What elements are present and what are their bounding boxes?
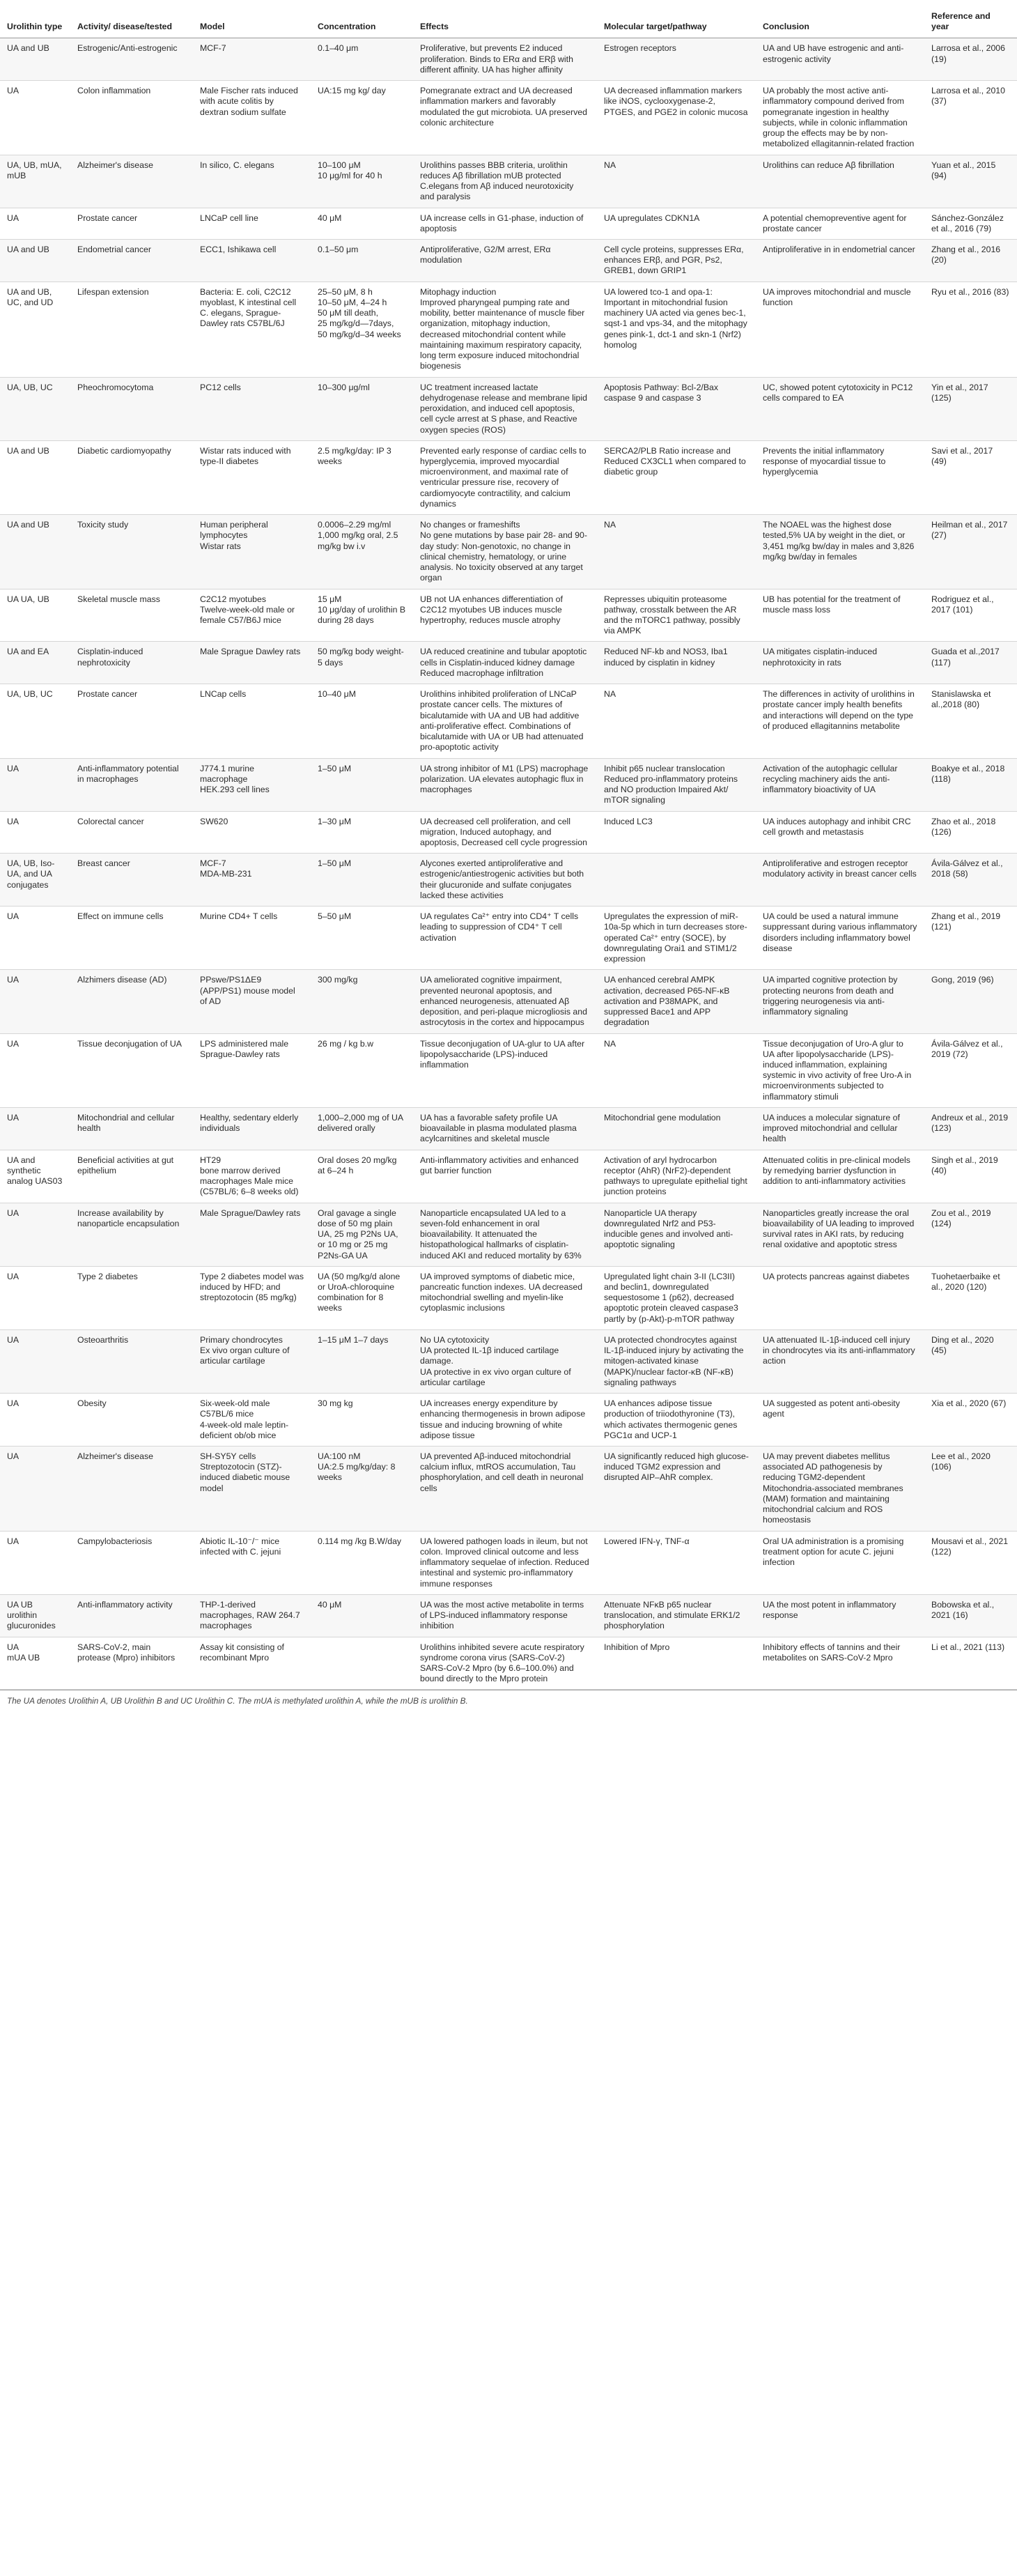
reference-cell: Larrosa et al., 2006 (19) (924, 38, 1017, 81)
concentration-cell: 15 μM 10 μg/day of urolithin B during 28 days (311, 589, 413, 642)
concentration-cell: Oral gavage a single dose of 50 mg plain UA, 25 mg P2Ns UA, or 10 mg or 25 mg P2Ns-GA UA (311, 1203, 413, 1266)
reference-cell: Savi et al., 2017 (49) (924, 440, 1017, 514)
model-cell: J774.1 murine macrophage HEK.293 cell lines (193, 758, 311, 811)
conclusion-cell: UA could be used a natural immune suppressant during various inflammatory disorders including inflammatory bowel disease (756, 907, 924, 970)
activity-cell: Lifespan extension (70, 281, 193, 377)
conclusion-cell: Antiproliferative and estrogen receptor modulatory activity in breast cancer cells (756, 854, 924, 907)
reference-cell: Lee et al., 2020 (106) (924, 1447, 1017, 1532)
table-row (0, 1107, 1017, 1150)
activity-cell: Skeletal muscle mass (70, 589, 193, 642)
table-row (0, 38, 1017, 81)
concentration-cell: UA:100 nM UA:2.5 mg/kg/day: 8 weeks (311, 1447, 413, 1532)
activity-cell: Colon inflammation (70, 81, 193, 155)
activity-cell: Cisplatin-induced nephrotoxicity (70, 642, 193, 684)
model-cell: HT29 bone marrow derived macrophages Male mice (C57BL/6; 6–8 weeks old) (193, 1150, 311, 1203)
table-row (0, 1394, 1017, 1447)
molecular-target-cell: UA lowered tco-1 and opa-1: Important in mitochondrial fusion machinery UA acted via genes bec-1, sqst-1 and vps-34, and the mitophagy genes pink-1, dct-1 and skn-1 (Nrf2) homolog (597, 281, 756, 377)
header-activity: Activity/ disease/tested (70, 7, 193, 38)
activity-cell: Effect on immune cells (70, 907, 193, 970)
molecular-target-cell: Inhibition of Mpro (597, 1637, 756, 1690)
effects-cell: Alycones exerted antiproliferative and estrogenic/antiestrogenic activities but both their glucuronide and sulfate conjugates lacked these activities (413, 854, 597, 907)
effects-cell: UA has a favorable safety profile UA bioavailable in plasma modulated plasma acylcarnitines and skeletal muscle (413, 1107, 597, 1150)
urolithin-type-cell: UA (0, 1033, 70, 1107)
molecular-target-cell (597, 854, 756, 907)
header-molecular-target: Molecular target/pathway (597, 7, 756, 38)
effects-cell: UA was the most active metabolite in terms of LPS-induced inflammatory response inhibition (413, 1594, 597, 1637)
reference-cell: Zou et al., 2019 (124) (924, 1203, 1017, 1266)
conclusion-cell: UA attenuated IL-1β-induced cell injury in chondrocytes via its anti-inflammatory action (756, 1329, 924, 1393)
concentration-cell: 40 μM (311, 208, 413, 239)
reference-cell: Larrosa et al., 2010 (37) (924, 81, 1017, 155)
concentration-cell: 1,000–2,000 mg of UA delivered orally (311, 1107, 413, 1150)
table-body (0, 38, 1017, 1690)
molecular-target-cell: Upregulates the expression of miR-10a-5p which in turn decreases store-operated Ca²⁺ entry (SOCE), by downregulating Orai1 and STIM1/2 expression (597, 907, 756, 970)
urolithin-type-cell: UA (0, 1107, 70, 1150)
table-row (0, 684, 1017, 758)
model-cell: THP-1-derived macrophages, RAW 264.7 macrophages (193, 1594, 311, 1637)
model-cell: Assay kit consisting of recombinant Mpro (193, 1637, 311, 1690)
table-row (0, 1266, 1017, 1329)
urolithin-type-cell: UA (0, 81, 70, 155)
conclusion-cell: Prevents the initial inflammatory response of myocardial tissue to hyperglycemia (756, 440, 924, 514)
effects-cell: UA improved symptoms of diabetic mice, pancreatic function indexes. UA decreased mitochondrial swelling and myelin-like cytoplasmic inclusions (413, 1266, 597, 1329)
activity-cell: Mitochondrial and cellular health (70, 1107, 193, 1150)
urolithin-type-cell: UA (0, 1531, 70, 1594)
table-row (0, 377, 1017, 440)
activity-cell: Prostate cancer (70, 208, 193, 239)
conclusion-cell: The NOAEL was the highest dose tested,5% UA by weight in the diet, or 3,451 mg/kg bw/day in males and 3,826 mg/kg bw/day in females (756, 515, 924, 589)
urolithin-type-cell: UA and UB (0, 440, 70, 514)
header-model: Model (193, 7, 311, 38)
model-cell: In silico, C. elegans (193, 155, 311, 208)
molecular-target-cell: Upregulated light chain 3-II (LC3II) and beclin1, downregulated sequestosome 1 (p62), decreased apoptotic protein cleaved caspase3 partly by (p-Akt)-p-mTOR pathway (597, 1266, 756, 1329)
activity-cell: Anti-inflammatory activity (70, 1594, 193, 1637)
model-cell: Type 2 diabetes model was induced by HFD; and streptozotocin (85 mg/kg) (193, 1266, 311, 1329)
conclusion-cell: Activation of the autophagic cellular recycling machinery aids the anti-inflammatory bioactivity of UA (756, 758, 924, 811)
reference-cell: Ding et al., 2020 (45) (924, 1329, 1017, 1393)
reference-cell: Li et al., 2021 (113) (924, 1637, 1017, 1690)
effects-cell: UA lowered pathogen loads in ileum, but not colon. Improved clinical outcome and less inflammatory sequelae of infection. Reduced intestinal and systemic pro-inflammatory immune responses (413, 1531, 597, 1594)
table-row (0, 1594, 1017, 1637)
reference-cell: Stanislawska et al.,2018 (80) (924, 684, 1017, 758)
activity-cell: Campylobacteriosis (70, 1531, 193, 1594)
table-row (0, 758, 1017, 811)
effects-cell: Urolithins inhibited proliferation of LNCaP prostate cancer cells. The mixtures of bicalutamide with UA and UB had additive anti-proliferative effect. Combinations of bicalutamide with UA or UB had attenuated pro-apoptotic activity (413, 684, 597, 758)
effects-cell: Urolithins passes BBB criteria, urolithin reduces Aβ fibrillation mUB protected C.elegans from Aβ induced neurotoxicity and paralysis (413, 155, 597, 208)
concentration-cell: 1–30 μM (311, 811, 413, 854)
urolithin-type-cell: UA and UB (0, 239, 70, 281)
activity-cell: Alzheimer's disease (70, 155, 193, 208)
molecular-target-cell: NA (597, 515, 756, 589)
model-cell: Primary chondrocytes Ex vivo organ culture of articular cartilage (193, 1329, 311, 1393)
concentration-cell: 40 μM (311, 1594, 413, 1637)
table-row (0, 208, 1017, 239)
concentration-cell: UA (50 mg/kg/d alone or UroA-chloroquine combination for 8 weeks (311, 1266, 413, 1329)
urolithin-type-cell: UA mUA UB (0, 1637, 70, 1690)
table-row (0, 281, 1017, 377)
concentration-cell: 10–100 μM 10 μg/ml for 40 h (311, 155, 413, 208)
concentration-cell: 2.5 mg/kg/day: IP 3 weeks (311, 440, 413, 514)
model-cell: LPS administered male Sprague-Dawley rats (193, 1033, 311, 1107)
conclusion-cell: UA imparted cognitive protection by protecting neurons from death and triggering neurogenesis via anti-inflammatory signaling (756, 970, 924, 1033)
reference-cell: Bobowska et al., 2021 (16) (924, 1594, 1017, 1637)
effects-cell: Mitophagy induction Improved pharyngeal pumping rate and mobility, better maintenance of muscle fiber organization, mitophagy induction, decreased mitochondrial content while maintaining maximum respiratory capacity, long term exposure induced mitochondrial biogenesis (413, 281, 597, 377)
molecular-target-cell: UA upregulates CDKN1A (597, 208, 756, 239)
effects-cell: Pomegranate extract and UA decreased inflammation markers and favorably modulated the gut microbiota. UA preserved colonic architecture (413, 81, 597, 155)
effects-cell: No UA cytotoxicity UA protected IL-1β induced cartilage damage. UA protective in ex vivo organ culture of articular cartilage (413, 1329, 597, 1393)
urolithin-type-cell: UA (0, 208, 70, 239)
reference-cell: Guada et al.,2017 (117) (924, 642, 1017, 684)
model-cell: SW620 (193, 811, 311, 854)
concentration-cell: UA:15 mg kg/ day (311, 81, 413, 155)
molecular-target-cell: SERCA2/PLB Ratio increase and Reduced CX3CL1 when compared to diabetic group (597, 440, 756, 514)
table-row (0, 811, 1017, 854)
concentration-cell: 10–40 μM (311, 684, 413, 758)
activity-cell: Type 2 diabetes (70, 1266, 193, 1329)
concentration-cell: 0.0006–2.29 mg/ml 1,000 mg/kg oral, 2.5 mg/kg bw i.v (311, 515, 413, 589)
urolithin-type-cell: UA (0, 907, 70, 970)
reference-cell: Ryu et al., 2016 (83) (924, 281, 1017, 377)
activity-cell: Breast cancer (70, 854, 193, 907)
effects-cell: Antiproliferative, G2/M arrest, ERα modulation (413, 239, 597, 281)
concentration-cell: 0.114 mg /kg B.W/day (311, 1531, 413, 1594)
urolithin-type-cell: UA and UB (0, 515, 70, 589)
table-footnote: The UA denotes Urolithin A, UB Urolithin B and UC Urolithin C. The mUA is methylated urolithin A, while the mUB is urolithin B. (0, 1690, 1017, 1711)
table-row (0, 907, 1017, 970)
concentration-cell: 1–50 μM (311, 854, 413, 907)
molecular-target-cell: Apoptosis Pathway: Bcl-2/Bax caspase 9 and caspase 3 (597, 377, 756, 440)
concentration-cell: 300 mg/kg (311, 970, 413, 1033)
urolithin-type-cell: UA (0, 811, 70, 854)
effects-cell: UA ameliorated cognitive impairment, prevented neuronal apoptosis, and enhanced neurogenesis, attenuated Aβ deposition, and peri-plaque microgliosis and astrocytosis in the cortex and hippocampus (413, 970, 597, 1033)
urolithin-type-cell: UA UB urolithin glucuronides (0, 1594, 70, 1637)
urolithin-type-cell: UA and synthetic analog UAS03 (0, 1150, 70, 1203)
conclusion-cell: UA probably the most active anti-inflammatory compound derived from pomegranate ingestion in healthy subjects, while in colonic inflammation group the effects may be by non-metabolized ellagitannin-related fraction (756, 81, 924, 155)
model-cell: Male Sprague Dawley rats (193, 642, 311, 684)
table-row (0, 239, 1017, 281)
reference-cell: Singh et al., 2019 (40) (924, 1150, 1017, 1203)
molecular-target-cell: Represses ubiquitin proteasome pathway, crosstalk between the AR and the mTORC1 pathway, possibly via AMPK (597, 589, 756, 642)
activity-cell: Toxicity study (70, 515, 193, 589)
concentration-cell: 0.1–50 μm (311, 239, 413, 281)
header-concentration: Concentration (311, 7, 413, 38)
effects-cell: Nanoparticle encapsulated UA led to a seven-fold enhancement in oral bioavailability. It attenuated the histopathological hallmarks of cisplatin-induced AKI and reduced mortality by 63% (413, 1203, 597, 1266)
activity-cell: Diabetic cardiomyopathy (70, 440, 193, 514)
model-cell: PPswe/PS1ΔE9 (APP/PS1) mouse model of AD (193, 970, 311, 1033)
activity-cell: Alzhimers disease (AD) (70, 970, 193, 1033)
molecular-target-cell: Nanoparticle UA therapy downregulated Nrf2 and P53-inducible genes and involved anti-apoptotic signaling (597, 1203, 756, 1266)
molecular-target-cell: NA (597, 155, 756, 208)
effects-cell: Urolithins inhibited severe acute respiratory syndrome corona virus (SARS-CoV-2) SARS-CoV-2 Mpro (by 6.6–100.0%) and bound directly to the Mpro protein (413, 1637, 597, 1690)
conclusion-cell: UC, showed potent cytotoxicity in PC12 cells compared to EA (756, 377, 924, 440)
urolithin-type-cell: UA (0, 1329, 70, 1393)
reference-cell: Ávila-Gálvez et al., 2018 (58) (924, 854, 1017, 907)
effects-cell: UC treatment increased lactate dehydrogenase release and membrane lipid peroxidation, and induced cell apoptosis, cell cycle arrest at S phase, and Reactive oxygen species (ROS) (413, 377, 597, 440)
concentration-cell (311, 1637, 413, 1690)
reference-cell: Heilman et al., 2017 (27) (924, 515, 1017, 589)
molecular-target-cell: UA decreased inflammation markers like iNOS, cyclooxygenase-2, PTGES, and PGE2 in colonic mucosa (597, 81, 756, 155)
model-cell: Male Sprague/Dawley rats (193, 1203, 311, 1266)
molecular-target-cell: Mitochondrial gene modulation (597, 1107, 756, 1150)
concentration-cell: 50 mg/kg body weight-5 days (311, 642, 413, 684)
model-cell: LNCap cells (193, 684, 311, 758)
table-row (0, 1150, 1017, 1203)
molecular-target-cell: UA protected chondrocytes against IL-1β-induced injury by activating the mitogen-activated kinase (MAPK)/nuclear factor-κB (NF-κB) signaling pathways (597, 1329, 756, 1393)
urolithin-type-cell: UA (0, 1203, 70, 1266)
urolithin-type-cell: UA (0, 970, 70, 1033)
activity-cell: Osteoarthritis (70, 1329, 193, 1393)
table-row (0, 1637, 1017, 1690)
model-cell: MCF-7 MDA-MB-231 (193, 854, 311, 907)
concentration-cell: 5–50 μM (311, 907, 413, 970)
activity-cell: Colorectal cancer (70, 811, 193, 854)
reference-cell: Gong, 2019 (96) (924, 970, 1017, 1033)
effects-cell: UA increases energy expenditure by enhancing thermogenesis in brown adipose tissue and inducing browning of white adipose tissue (413, 1394, 597, 1447)
reference-cell: Yin et al., 2017 (125) (924, 377, 1017, 440)
table-row (0, 854, 1017, 907)
model-cell: ECC1, Ishikawa cell (193, 239, 311, 281)
urolithin-type-cell: UA (0, 758, 70, 811)
table-row (0, 440, 1017, 514)
conclusion-cell: A potential chemopreventive agent for prostate cancer (756, 208, 924, 239)
conclusion-cell: UA the most potent in inflammatory response (756, 1594, 924, 1637)
concentration-cell: 10–300 μg/ml (311, 377, 413, 440)
model-cell: Wistar rats induced with type-II diabetes (193, 440, 311, 514)
urolithin-type-cell: UA (0, 1447, 70, 1532)
concentration-cell: 25–50 μM, 8 h 10–50 μM, 4–24 h 50 μM till death, 25 mg/kg/d—7days, 50 mg/kg/d–34 weeks (311, 281, 413, 377)
conclusion-cell: UA may prevent diabetes mellitus associated AD pathogenesis by reducing TGM2-dependent Mitochondria-associated membranes (MAM) formation and maintaining mitochondrial calcium and ROS homeostasis (756, 1447, 924, 1532)
molecular-target-cell: UA enhances adipose tissue production of triiodothyronine (T3), which activates thermogenic genes PGC1α and UCP-1 (597, 1394, 756, 1447)
model-cell: C2C12 myotubes Twelve-week-old male or female C57/B6J mice (193, 589, 311, 642)
urolithin-type-cell: UA, UB, mUA, mUB (0, 155, 70, 208)
molecular-target-cell: Attenuate NFκB p65 nuclear translocation, and stimulate ERK1/2 phosphorylation (597, 1594, 756, 1637)
reference-cell: Xia et al., 2020 (67) (924, 1394, 1017, 1447)
molecular-target-cell: Inhibit p65 nuclear translocation Reduced pro-inflammatory proteins and NO production Impaired Akt/ mTOR signaling (597, 758, 756, 811)
urolithin-type-cell: UA and UB (0, 38, 70, 81)
urolithin-type-cell: UA, UB, UC (0, 684, 70, 758)
conclusion-cell: Tissue deconjugation of Uro-A glur to UA after lipopolysaccharide (LPS)-induced inflammation, explaining systemic in vivo activity of free Uro-A in microenvironments subjected to inflammatory stimuli (756, 1033, 924, 1107)
header-conclusion: Conclusion (756, 7, 924, 38)
header-effects: Effects (413, 7, 597, 38)
table-row (0, 1033, 1017, 1107)
model-cell: Murine CD4+ T cells (193, 907, 311, 970)
reference-cell: Mousavi et al., 2021 (122) (924, 1531, 1017, 1594)
table-row (0, 589, 1017, 642)
concentration-cell: 1–15 μM 1–7 days (311, 1329, 413, 1393)
activity-cell: Prostate cancer (70, 684, 193, 758)
table-row (0, 1447, 1017, 1532)
activity-cell: SARS-CoV-2, main protease (Mpro) inhibitors (70, 1637, 193, 1690)
table-row (0, 155, 1017, 208)
conclusion-cell: UA improves mitochondrial and muscle function (756, 281, 924, 377)
model-cell: MCF-7 (193, 38, 311, 81)
concentration-cell: 30 mg kg (311, 1394, 413, 1447)
reference-cell: Zhang et al., 2016 (20) (924, 239, 1017, 281)
urolithin-type-cell: UA and EA (0, 642, 70, 684)
table-row (0, 970, 1017, 1033)
molecular-target-cell: Lowered IFN-γ, TNF-α (597, 1531, 756, 1594)
reference-cell: Ávila-Gálvez et al., 2019 (72) (924, 1033, 1017, 1107)
conclusion-cell: Nanoparticles greatly increase the oral bioavailability of UA leading to improved survival rates in AKI rats, by reducing renal oxidative and apoptotic stress (756, 1203, 924, 1266)
concentration-cell: 0.1–40 μm (311, 38, 413, 81)
molecular-target-cell: UA significantly reduced high glucose-induced TGM2 expression and disrupted AIP–AhR complex. (597, 1447, 756, 1532)
effects-cell: UB not UA enhances differentiation of C2C12 myotubes UB induces muscle hypertrophy, reduces muscle atrophy (413, 589, 597, 642)
effects-cell: UA prevented Aβ-induced mitochondrial calcium influx, mtROS accumulation, Tau phosphorylation, and cell death in neuronal cells (413, 1447, 597, 1532)
model-cell: Bacteria: E. coli, C2C12 myoblast, K intestinal cell C. elegans, Sprague-Dawley rats C57BL/6J (193, 281, 311, 377)
conclusion-cell: Oral UA administration is a promising treatment option for acute C. jejuni infection (756, 1531, 924, 1594)
urolithin-type-cell: UA, UB, Iso-UA, and UA conjugates (0, 854, 70, 907)
urolithin-table (0, 7, 1017, 1690)
header-urolithin-type: Urolithin type (0, 7, 70, 38)
activity-cell: Anti-inflammatory potential in macrophages (70, 758, 193, 811)
effects-cell: Prevented early response of cardiac cells to hyperglycemia, improved myocardial microenvironment, and maximal rate of ventricular pressure rise, recovery of cardiomyocyte contractility, and calcium dynamics (413, 440, 597, 514)
activity-cell: Alzheimer's disease (70, 1447, 193, 1532)
molecular-target-cell: Cell cycle proteins, suppresses ERα, enhances ERβ, and PGR, Ps2, GREB1, down GRIP1 (597, 239, 756, 281)
urolithin-type-cell: UA, UB, UC (0, 377, 70, 440)
conclusion-cell: UB has potential for the treatment of muscle mass loss (756, 589, 924, 642)
model-cell: Six-week-old male C57BL/6 mice 4-week-old male leptin-deficient ob/ob mice (193, 1394, 311, 1447)
conclusion-cell: UA suggested as potent anti-obesity agent (756, 1394, 924, 1447)
reference-cell: Rodriguez et al., 2017 (101) (924, 589, 1017, 642)
reference-cell: Sánchez-González et al., 2016 (79) (924, 208, 1017, 239)
activity-cell: Increase availability by nanoparticle encapsulation (70, 1203, 193, 1266)
effects-cell: UA reduced creatinine and tubular apoptotic cells in Cisplatin-induced kidney damage Reduced macrophage infiltration (413, 642, 597, 684)
activity-cell: Beneficial activities at gut epithelium (70, 1150, 193, 1203)
effects-cell: Anti-inflammatory activities and enhanced gut barrier function (413, 1150, 597, 1203)
effects-cell: Tissue deconjugation of UA-glur to UA after lipopolysaccharide (LPS)-induced inflammation (413, 1033, 597, 1107)
table-row (0, 1203, 1017, 1266)
activity-cell: Obesity (70, 1394, 193, 1447)
table-row (0, 1329, 1017, 1393)
conclusion-cell: The differences in activity of urolithins in prostate cancer imply health benefits and interactions will depend on the type of produced ellagitannins metabolite (756, 684, 924, 758)
reference-cell: Zhao et al., 2018 (126) (924, 811, 1017, 854)
conclusion-cell: Inhibitory effects of tannins and their metabolites on SARS-CoV-2 Mpro (756, 1637, 924, 1690)
table-row (0, 1531, 1017, 1594)
table-row (0, 642, 1017, 684)
effects-cell: Proliferative, but prevents E2 induced proliferation. Binds to ERα and ERβ with different affinity. UA has higher affinity (413, 38, 597, 81)
activity-cell: Pheochromocytoma (70, 377, 193, 440)
model-cell: PC12 cells (193, 377, 311, 440)
table-row (0, 515, 1017, 589)
table-row (0, 81, 1017, 155)
conclusion-cell: UA protects pancreas against diabetes (756, 1266, 924, 1329)
conclusion-cell: UA induces autophagy and inhibit CRC cell growth and metastasis (756, 811, 924, 854)
urolithin-type-cell: UA and UB, UC, and UD (0, 281, 70, 377)
reference-cell: Andreux et al., 2019 (123) (924, 1107, 1017, 1150)
effects-cell: No changes or frameshifts No gene mutations by base pair 28- and 90-day study: Non-genotoxic, no change in clinical chemistry, hematology, or urine analysis. No toxicity observed at any target organ (413, 515, 597, 589)
effects-cell: UA increase cells in G1-phase, induction of apoptosis (413, 208, 597, 239)
conclusion-cell: Urolithins can reduce Aβ fibrillation (756, 155, 924, 208)
model-cell: SH-SY5Y cells Streptozotocin (STZ)-induced diabetic mouse model (193, 1447, 311, 1532)
molecular-target-cell: NA (597, 1033, 756, 1107)
molecular-target-cell: UA enhanced cerebral AMPK activation, decreased P65-NF-κB activation and P38MAPK, and suppressed Bace1 and APP degradation (597, 970, 756, 1033)
urolithin-type-cell: UA UA, UB (0, 589, 70, 642)
conclusion-cell: Antiproliferative in in endometrial cancer (756, 239, 924, 281)
concentration-cell: Oral doses 20 mg/kg at 6–24 h (311, 1150, 413, 1203)
molecular-target-cell: Estrogen receptors (597, 38, 756, 81)
reference-cell: Boakye et al., 2018 (118) (924, 758, 1017, 811)
urolithin-type-cell: UA (0, 1394, 70, 1447)
conclusion-cell: UA and UB have estrogenic and anti-estrogenic activity (756, 38, 924, 81)
conclusion-cell: UA mitigates cisplatin-induced nephrotoxicity in rats (756, 642, 924, 684)
reference-cell: Yuan et al., 2015 (94) (924, 155, 1017, 208)
reference-cell: Zhang et al., 2019 (121) (924, 907, 1017, 970)
concentration-cell: 1–50 μM (311, 758, 413, 811)
urolithin-type-cell: UA (0, 1266, 70, 1329)
molecular-target-cell: Induced LC3 (597, 811, 756, 854)
effects-cell: UA regulates Ca²⁺ entry into CD4⁺ T cells leading to suppression of CD4⁺ T cell activation (413, 907, 597, 970)
concentration-cell: 26 mg / kg b.w (311, 1033, 413, 1107)
activity-cell: Tissue deconjugation of UA (70, 1033, 193, 1107)
effects-cell: UA strong inhibitor of M1 (LPS) macrophage polarization. UA elevates autophagic flux in macrophages (413, 758, 597, 811)
model-cell: Healthy, sedentary elderly individuals (193, 1107, 311, 1150)
molecular-target-cell: Activation of aryl hydrocarbon receptor (AhR) (NrF2)-dependent pathways to upregulate epithelial tight junction proteins (597, 1150, 756, 1203)
activity-cell: Endometrial cancer (70, 239, 193, 281)
conclusion-cell: UA induces a molecular signature of improved mitochondrial and cellular health (756, 1107, 924, 1150)
conclusion-cell: Attenuated colitis in pre-clinical models by remedying barrier dysfunction in addition to anti-inflammatory activities (756, 1150, 924, 1203)
table-header-row (0, 7, 1017, 38)
molecular-target-cell: Reduced NF-kb and NOS3, Iba1 induced by cisplatin in kidney (597, 642, 756, 684)
model-cell: Human peripheral lymphocytes Wistar rats (193, 515, 311, 589)
molecular-target-cell: NA (597, 684, 756, 758)
effects-cell: UA decreased cell proliferation, and cell migration, Induced autophagy, and apoptosis, Decreased cell cycle progression (413, 811, 597, 854)
header-reference: Reference and year (924, 7, 1017, 38)
model-cell: Abiotic IL-10⁻/⁻ mice infected with C. jejuni (193, 1531, 311, 1594)
model-cell: LNCaP cell line (193, 208, 311, 239)
model-cell: Male Fischer rats induced with acute colitis by dextran sodium sulfate (193, 81, 311, 155)
activity-cell: Estrogenic/Anti-estrogenic (70, 38, 193, 81)
reference-cell: Tuohetaerbaike et al., 2020 (120) (924, 1266, 1017, 1329)
